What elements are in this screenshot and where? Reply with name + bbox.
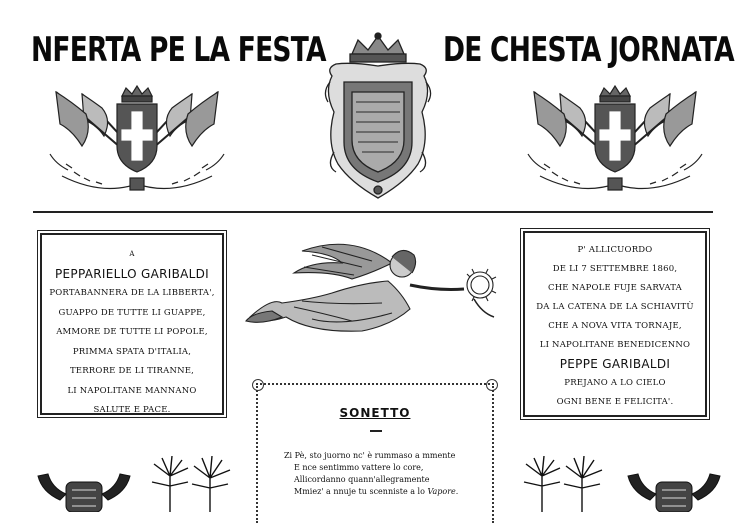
dedication-line: PORTABANNERA DE LA LIBBERTA', (49, 288, 215, 298)
commemoration-line: CHE A NOVA VITA TORNAJE, (548, 321, 682, 331)
ornament-icon (252, 379, 264, 391)
dedication-name: PEPPARIELLO GARIBALDI (55, 266, 209, 281)
bull-horns-emblem-icon (626, 470, 722, 512)
ornate-shield-with-crown-icon (322, 32, 434, 202)
dedication-box-left (40, 233, 224, 415)
commemoration-line: CHE NAPOLE FUJE SARVATA (547, 283, 683, 293)
commemoration-line: OGNI BENE E FELICITA'. (556, 397, 674, 407)
dedication-line: LI NAPOLITANE MANNANO (67, 385, 197, 396)
commemoration-line: DE LI 7 SETTEMBRE 1860, (552, 264, 678, 274)
verse-line: E nce sentimmo vattere lo core, (294, 463, 424, 472)
verse-emphasis: Vapore. (427, 487, 459, 496)
bull-horns-emblem-icon (36, 470, 132, 512)
verse-line: Zi Pè, sto juorno nc' è rummaso a mmente (284, 451, 456, 460)
sonnet-panel (256, 383, 494, 523)
header-title-left: NFERTA PE LA FESTA (31, 30, 326, 70)
dedication-line: SALUTE E PACE. (93, 405, 171, 415)
palm-fronds-icon (520, 456, 606, 512)
dedication-line: GUAPPO DE TUTTE LI GUAPPE, (58, 307, 206, 318)
palm-fronds-icon (148, 456, 234, 512)
savoy-cross-crest-with-flags-icon (42, 84, 232, 196)
commemoration-name: PEPPE GARIBALDI (559, 357, 671, 371)
verse-text: Mmiez' a nnuje tu scenniste a lo (294, 487, 425, 496)
ornament-icon (486, 379, 498, 391)
verse-line: Allicordanno quann'allegramente (294, 475, 430, 484)
commemoration-line: DA LA CATENA DE LA SCHIAVITÙ (536, 302, 694, 312)
header-title-right: DE CHESTA JORNATA (443, 30, 734, 70)
dedication-line: AMMORE DE TUTTE LI POPOLE, (56, 327, 208, 337)
commemoration-box-right (523, 231, 707, 417)
flying-angel-with-wreath-icon (242, 233, 498, 343)
commemoration-line: P' ALLICUORDO (577, 245, 653, 255)
title-dash (370, 430, 382, 432)
dedication-line: TERRORE DE LI TIRANNE, (69, 366, 195, 376)
dedication-line: A (129, 250, 135, 258)
verse-line (284, 486, 458, 498)
commemoration-line: PREJANO A LO CIELO (564, 378, 666, 388)
commemoration-line: LI NAPOLITANE BENEDICENNO (539, 340, 691, 350)
dedication-line: PRIMMA SPATA D'ITALIA, (72, 346, 192, 357)
sonnet-title: SONETTO (339, 406, 411, 420)
savoy-cross-crest-with-flags-icon (520, 84, 710, 196)
sonnet-verses (284, 450, 458, 498)
section-divider (33, 211, 713, 213)
